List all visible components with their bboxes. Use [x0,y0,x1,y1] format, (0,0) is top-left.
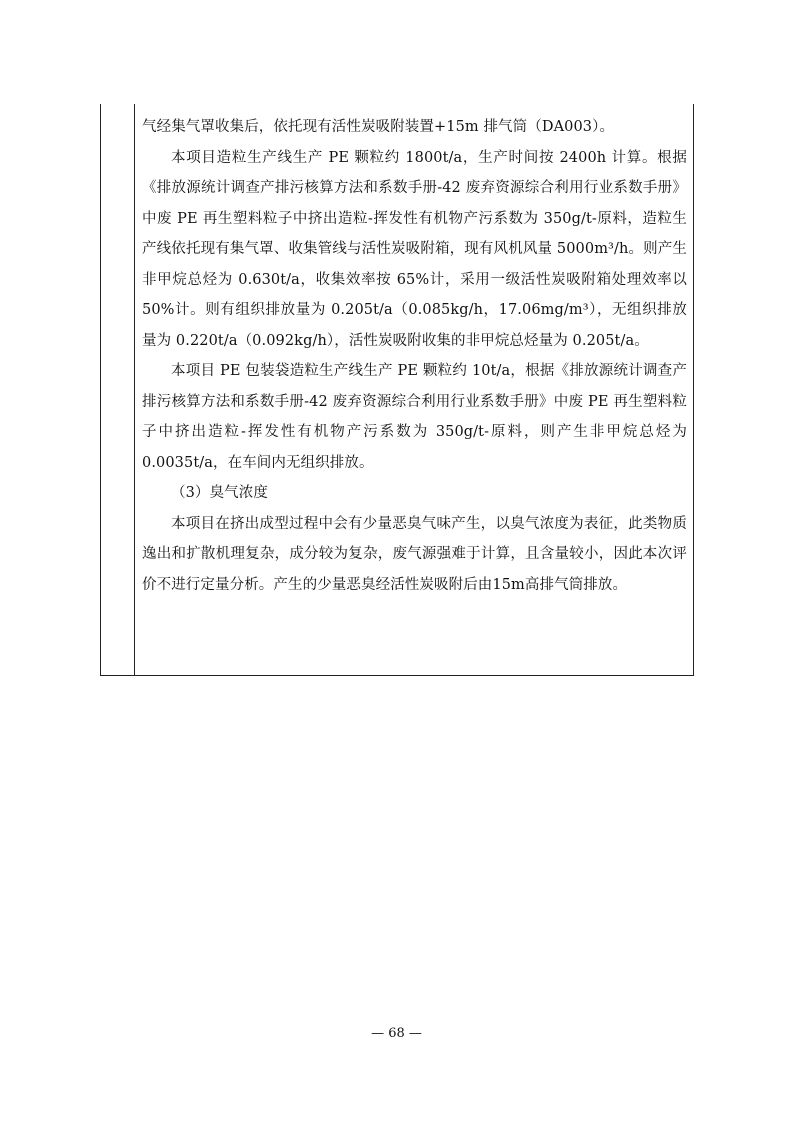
section-heading-odor: （3）臭气浓度 [171,485,268,501]
paragraph-packaging-bag-line: 本项目 PE 包装袋造粒生产线生产 PE 颗粒约 10t/a，根据《排放源统计调查产排污核算方法和系数手册-42 废弃资源综合利用行业系数手册》中废 PE 再生塑料粒子中挤出造粒-挥发性有机物产污系数为 350g/t-原料，则产生非甲烷总烃为 0.0035t/a，在车间内无组织排放。 [142,363,687,471]
table-content-cell [142,112,687,600]
page-number: — 68 — [371,1026,422,1041]
paragraph-granulation-line: 本项目造粒生产线生产 PE 颗粒约 1800t/a，生产时间按 2400h 计算。根据《排放源统计调查产排污核算方法和系数手册-42 废弃资源综合利用行业系数手册》中废 PE 再生塑料粒子中挤出造粒-挥发性有机物产污系数为 350g/t-原料，造粒生产线依托现有集气罩、收集管线与活性炭吸附箱，现有风机风量 5000m³/h。则产生非甲烷总烃为 0.630t/a，收集效率按 65%计，采用一级活性炭吸附箱处理效率以 50%计。则有组织排放量为 0.205t/a（0.085kg/h，17.06mg/m³），无组织排放量为 0.220t/a（0.092kg/h），活性炭吸附收集的非甲烷总烃量为 0.205t/a。 [142,149,687,349]
paragraph-continuation: 气经集气罩收集后，依托现有活性炭吸附装置+15m 排气筒（DA003）。 [142,119,615,135]
table-left-column [101,104,135,675]
paragraph-odor: 本项目在挤出成型过程中会有少量恶臭气味产生，以臭气浓度为表征，此类物质逸出和扩散机理复杂，成分较为复杂，废气源强难于计算，且含量较小，因此本次评价不进行定量分析。产生的少量恶臭经活性炭吸附后由15m高排气筒排放。 [142,515,687,593]
content-table [100,104,694,676]
